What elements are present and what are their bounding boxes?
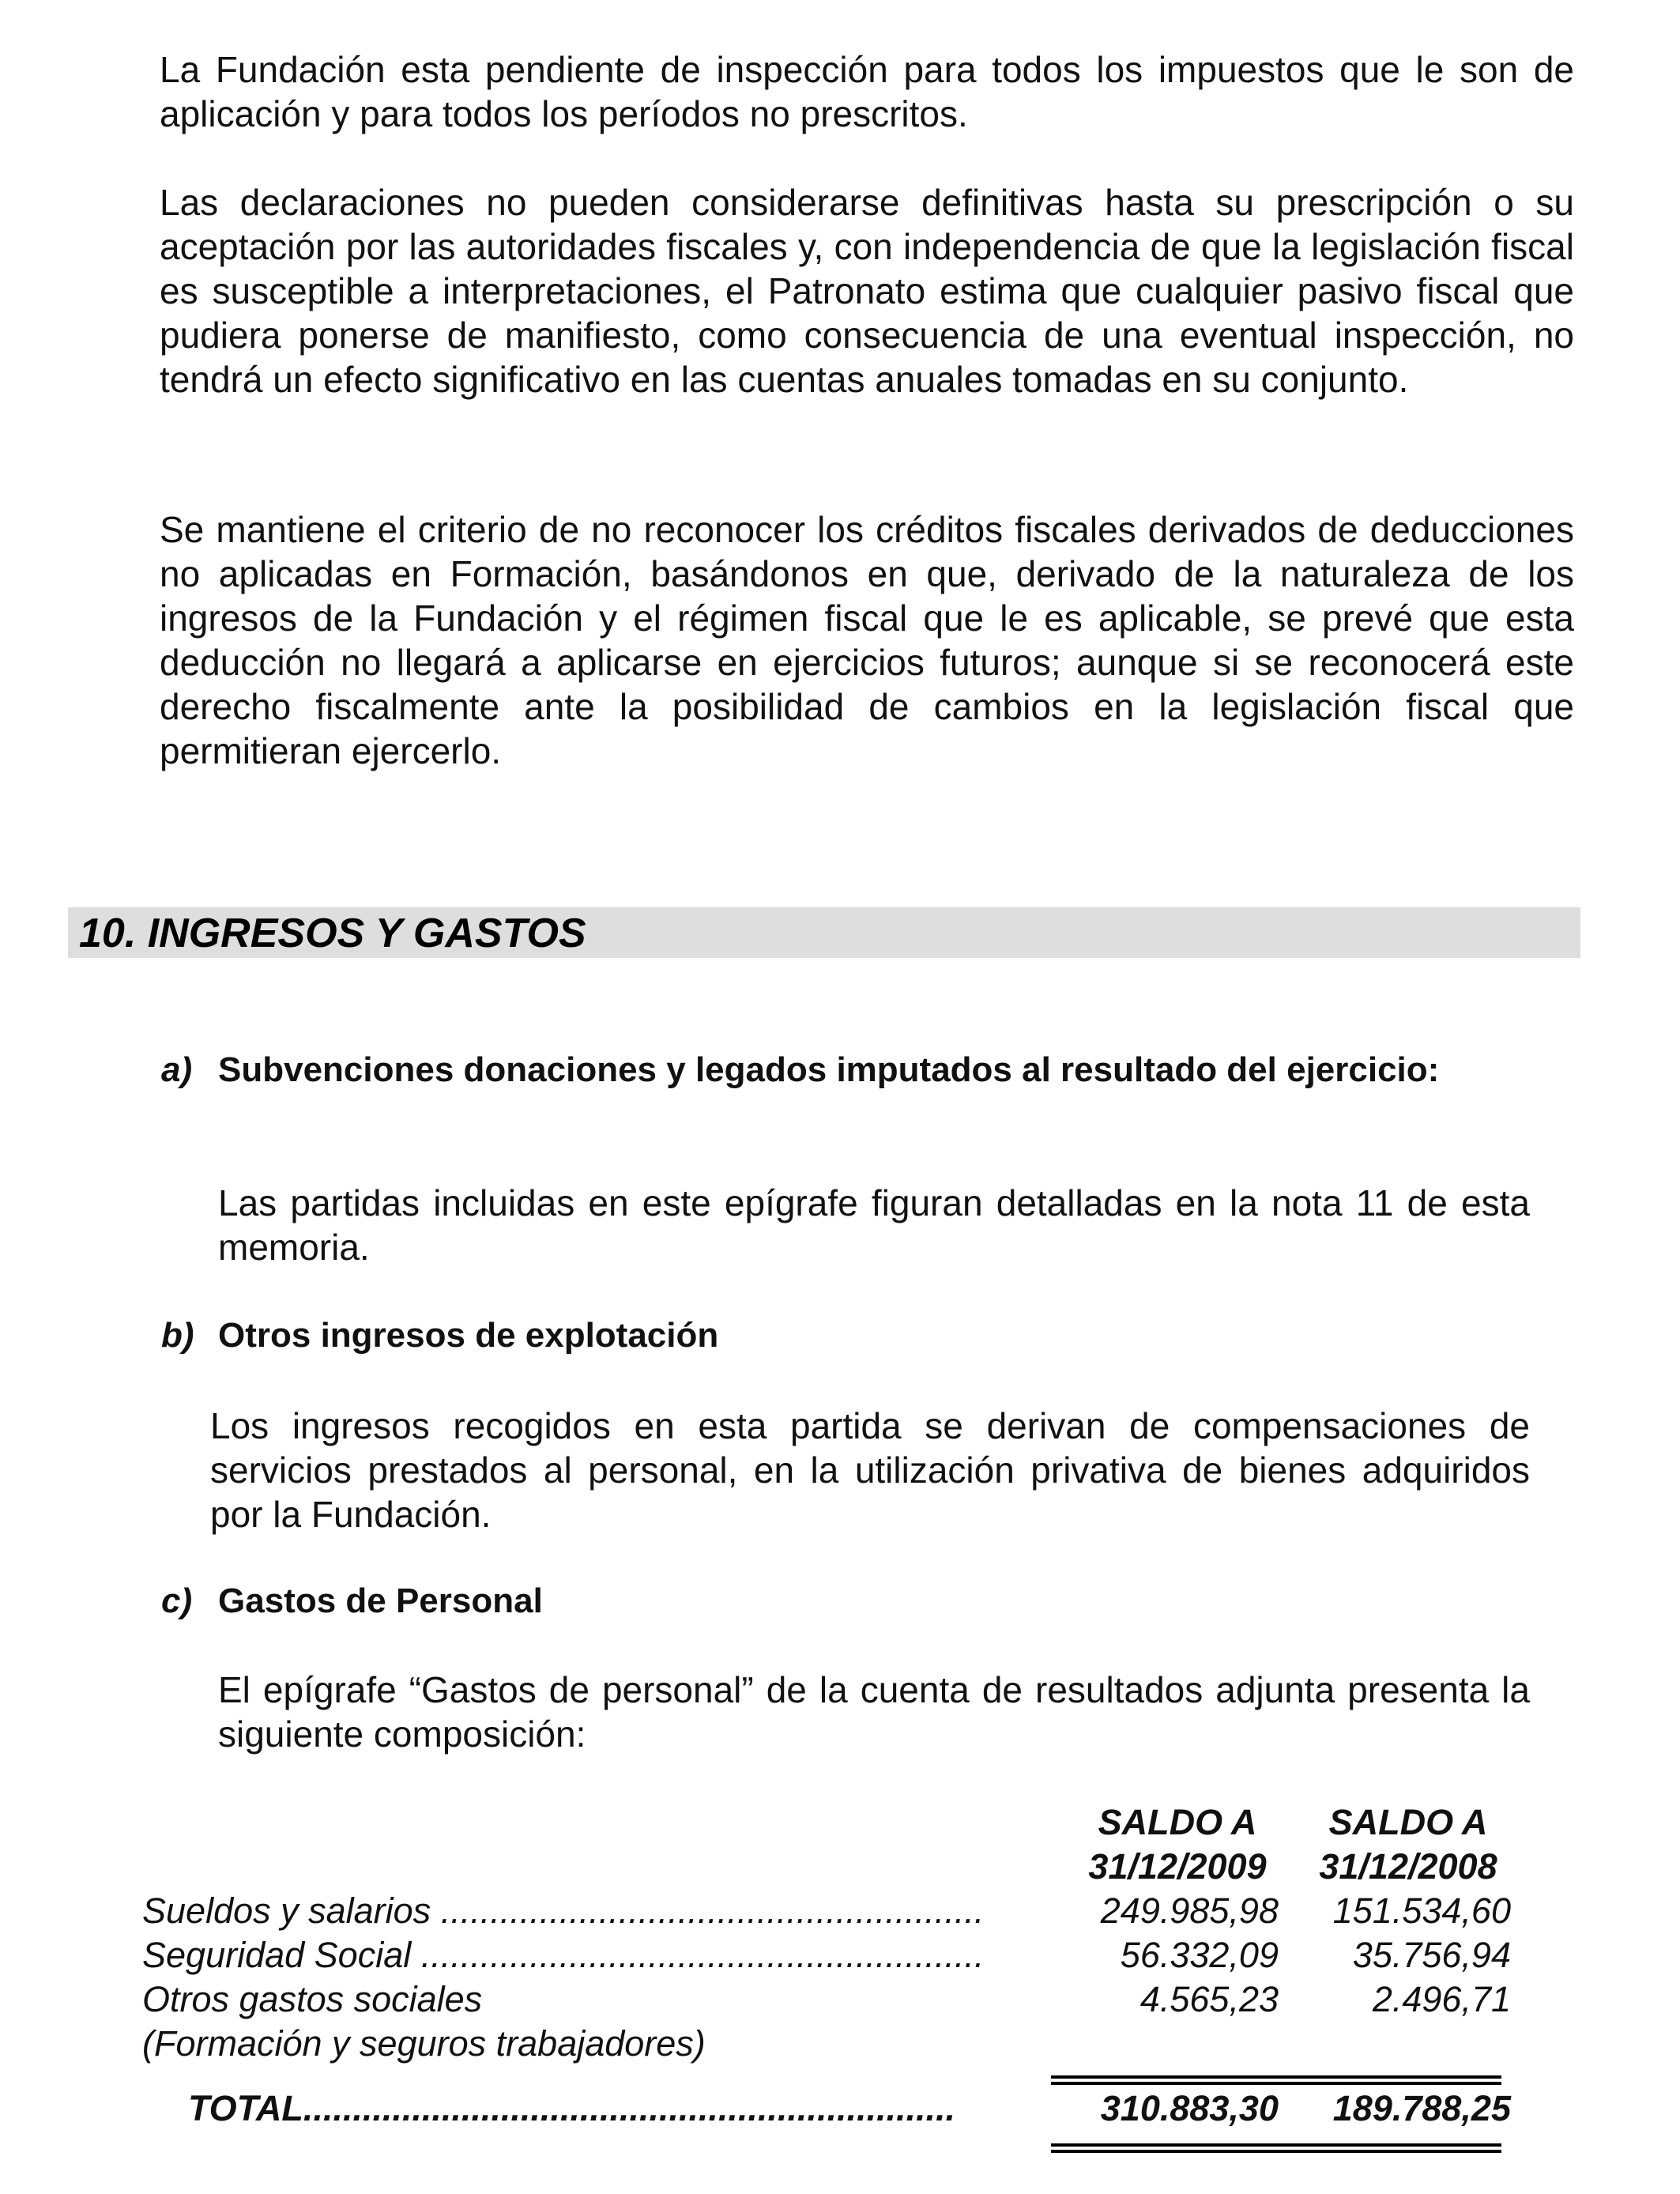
section-header-bar [68, 907, 1580, 958]
table-row-label: Otros gastos sociales [142, 1979, 483, 2019]
table-total-label: TOTAL.................................................................. [188, 2088, 955, 2128]
subsection-a-letter: a) [161, 1050, 193, 1089]
table-row-note: (Formación y seguros trabajadores) [142, 2023, 706, 2064]
paragraph-inspection: La Fundación esta pendiente de inspección para todos los impuestos que le son de aplicación y para todos los períodos no prescritos. [160, 49, 1574, 134]
table-cell-2009: 56.332,09 [1120, 1935, 1279, 1975]
table-cell-2009: 4.565,23 [1139, 1979, 1279, 2019]
table-cell-2008: 151.534,60 [1332, 1891, 1511, 1931]
subsection-c-letter: c) [161, 1581, 193, 1620]
table-cell-2008: 35.756,94 [1352, 1935, 1511, 1975]
column-header-2009-line1: SALDO A [1098, 1802, 1257, 1842]
table-total-2009: 310.883,30 [1100, 2088, 1279, 2128]
subsection-b-heading: Otros ingresos de explotación [218, 1316, 719, 1355]
total-double-rule-top [1051, 2075, 1501, 2085]
section-title: 10. INGRESOS Y GASTOS [79, 910, 586, 956]
subsection-a-body: Las partidas incluidas en este epígrafe figuran detalladas en la nota 11 de esta memoria. [218, 1182, 1530, 1268]
paragraph-fiscal-credits: Se mantiene el criterio de no reconocer los créditos fiscales derivados de deducciones no aplicadas en Formación, basándonos en que, derivado de la naturaleza de los ingresos de la Fundación y el régimen fiscal que le es aplicable, se prevé que esta deducción no llegará a aplicarse en ejercicios futuros; aunque si se reconocerá este derecho fiscalmente ante la posibilidad de cambios en la legislación fiscal que permitieran ejercerlo. [160, 509, 1574, 771]
table-cell-2008: 2.496,71 [1372, 1979, 1511, 2019]
subsection-c-heading: Gastos de Personal [218, 1581, 543, 1620]
table-total-2008: 189.788,25 [1332, 2088, 1511, 2128]
subsection-a-heading: Subvenciones donaciones y legados imputados al resultado del ejercicio: [218, 1050, 1440, 1089]
subsection-b-letter: b) [161, 1316, 194, 1355]
column-header-2008-line1: SALDO A [1328, 1802, 1488, 1842]
subsection-b-body: Los ingresos recogidos en esta partida se derivan de compensaciones de servicios prestados al personal, en la utilización privativa de bienes adquiridos por la Fundación. [210, 1405, 1530, 1535]
subsection-c-body: El epígrafe “Gastos de personal” de la cuenta de resultados adjunta presenta la siguiente composición: [218, 1669, 1530, 1755]
table-row-label: Sueldos y salarios ....................................................... [142, 1891, 985, 1931]
table-row-label: Seguridad Social ......................................................... [142, 1935, 985, 1975]
total-double-rule-bottom [1051, 2143, 1501, 2153]
column-header-2008-line2: 31/12/2008 [1319, 1846, 1497, 1887]
column-header-2009-line2: 31/12/2009 [1088, 1846, 1267, 1887]
paragraph-declarations: Las declaraciones no pueden considerarse definitivas hasta su prescripción o su aceptación por las autoridades fiscales y, con independencia de que la legislación fiscal es susceptible a interpretaciones, el Patronato estima que cualquier pasivo fiscal que pudiera ponerse de manifiesto, como consecuencia de una eventual inspección, no tendrá un efecto significativo en las cuentas anuales tomadas en su conjunto. [160, 182, 1574, 400]
table-cell-2009: 249.985,98 [1100, 1891, 1279, 1931]
